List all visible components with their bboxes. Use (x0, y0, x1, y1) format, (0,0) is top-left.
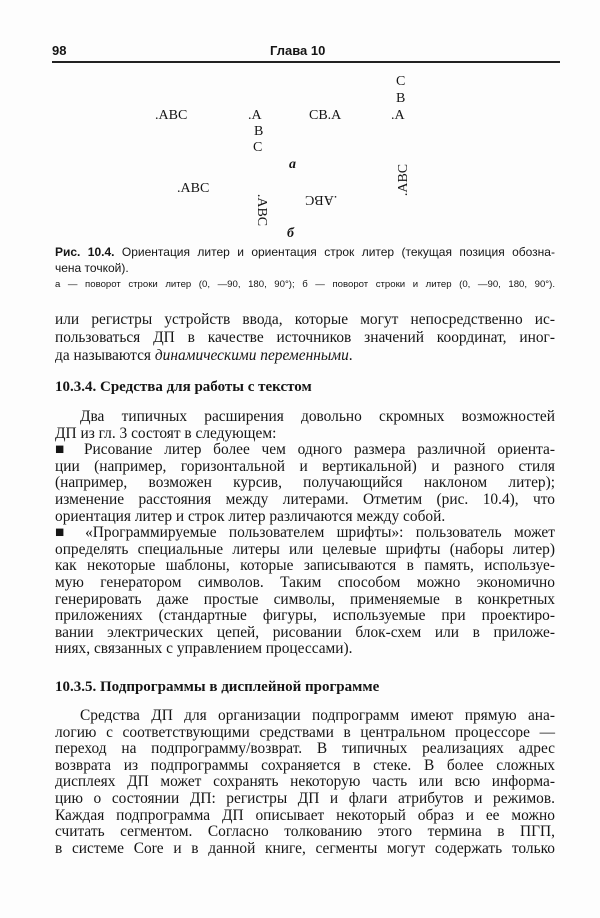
fig-a-up-b: B (396, 91, 406, 106)
text-line: как некоторые шаблоны, которые записываются в память, используе- (55, 557, 555, 575)
text-line: приложениях (стандартные фигуры, используемые при проектиро- (55, 607, 555, 625)
text-line: или регистры устройств ввода, которые могут непосредственно ис- (55, 311, 555, 328)
text-line: мую генератором символов. Таким способом можно экономично (55, 574, 555, 591)
caption-label: Рис. 10.4. (55, 245, 115, 259)
fig-a-left: CB.A (309, 108, 342, 123)
text-line: цию о состоянии ДП: регистры ДП и флаги атрибутов и режимов. (55, 790, 555, 807)
text-line: (например, возможен курсив, получающийся наклоном литер); (55, 474, 555, 492)
fig-b-0deg: .ABC (177, 181, 210, 196)
text-line: в системе Core и в данной книге, сегменты могут содержать только (55, 839, 555, 857)
text-line: пользоваться ДП в качестве источников значений координат, иног- (55, 329, 555, 346)
fig-b-180deg: .ABC (305, 192, 338, 207)
fig-a-up-a: .A (391, 108, 405, 123)
fig-a-down-b: B (254, 124, 264, 139)
fig-a-down-c: C (253, 140, 263, 155)
italic-term: динамическими переменными (154, 347, 349, 364)
text-line: ции (например, горизонтальной и вертикальной) и разного стиля (55, 457, 555, 475)
text-line: Два типичных расширения довольно скромных возможностей (80, 408, 555, 425)
section-heading-10-3-5: 10.3.5. Подпрограммы в дисплейной программе (55, 679, 380, 695)
text-line: переход на подпрограмму/возврат. В типичных реализациях адрес (55, 740, 555, 758)
text-line: ■ Рисование литер более чем одного размера различной ориента- (55, 441, 555, 459)
fig-b-rot-cw: .ABC (254, 193, 270, 227)
fig-label-b: б (287, 226, 294, 241)
header-rule (52, 61, 560, 63)
text-line: определять специальные литеры или целевые шрифты (наборы литер) (55, 540, 555, 558)
text-span: . (348, 347, 353, 364)
fig-b-rot-ccw: .ABC (396, 163, 412, 197)
text-line: логию с соответствующими средствами в центральном процессоре — (55, 723, 555, 741)
fig-label-a: а (289, 157, 296, 172)
fig-a-up-c: C (396, 74, 406, 89)
text-line: ориентация литер и строк литер различаются между собой. (55, 507, 446, 525)
text-line: изменение расстояния между литерами. Отметим (рис. 10.4), что (55, 491, 555, 508)
figure-subcaption: а — поворот строки литер (0, —90, 180, 90°); б — поворот строки и литер (0, —90, 180, 90°). (55, 279, 555, 290)
text-line: вании электрических цепей, рисовании блок-схем или в приложе- (55, 623, 555, 641)
text-line: считать сегментом. Согласно толкованию этого термина в ПГП, (55, 823, 555, 841)
section-heading-10-3-4: 10.3.4. Средства для работы с текстом (55, 379, 312, 395)
figure-caption-line1 (55, 245, 555, 259)
text-line: Средства ДП для организации подпрограмм имеют прямую ана- (80, 707, 555, 724)
caption-text: Ориентация литер и ориентация строк литер (текущая позиция обозна- (121, 245, 555, 259)
text-line (55, 347, 555, 364)
text-line: ■ «Программируемые пользователем шрифты»: пользователь может (55, 524, 555, 542)
page-number: 98 (52, 43, 67, 58)
text-line: ниях, связанных с управлением процессами). (55, 640, 353, 658)
text-line: ДП из гл. 3 состоят в следующем: (55, 424, 277, 442)
text-line: дисплеях ДП может сохранять некоторую часть или всю информа- (55, 773, 555, 791)
fig-a-horizontal: .ABC (155, 108, 188, 123)
text-line: генерировать даже простые символы, применяемые в конкретных (55, 590, 555, 608)
text-line: возврата из подпрограммы сохраняется в стеке. В более сложных (55, 756, 555, 774)
text-line: Каждая подпрограмма ДП описывает некоторый образ и ее можно (55, 806, 555, 824)
running-header: Глава 10 (270, 43, 326, 58)
text-span: да называются (55, 347, 155, 364)
figure-caption-line2: чена точкой). (55, 261, 129, 275)
fig-a-down-a: .A (248, 108, 262, 123)
